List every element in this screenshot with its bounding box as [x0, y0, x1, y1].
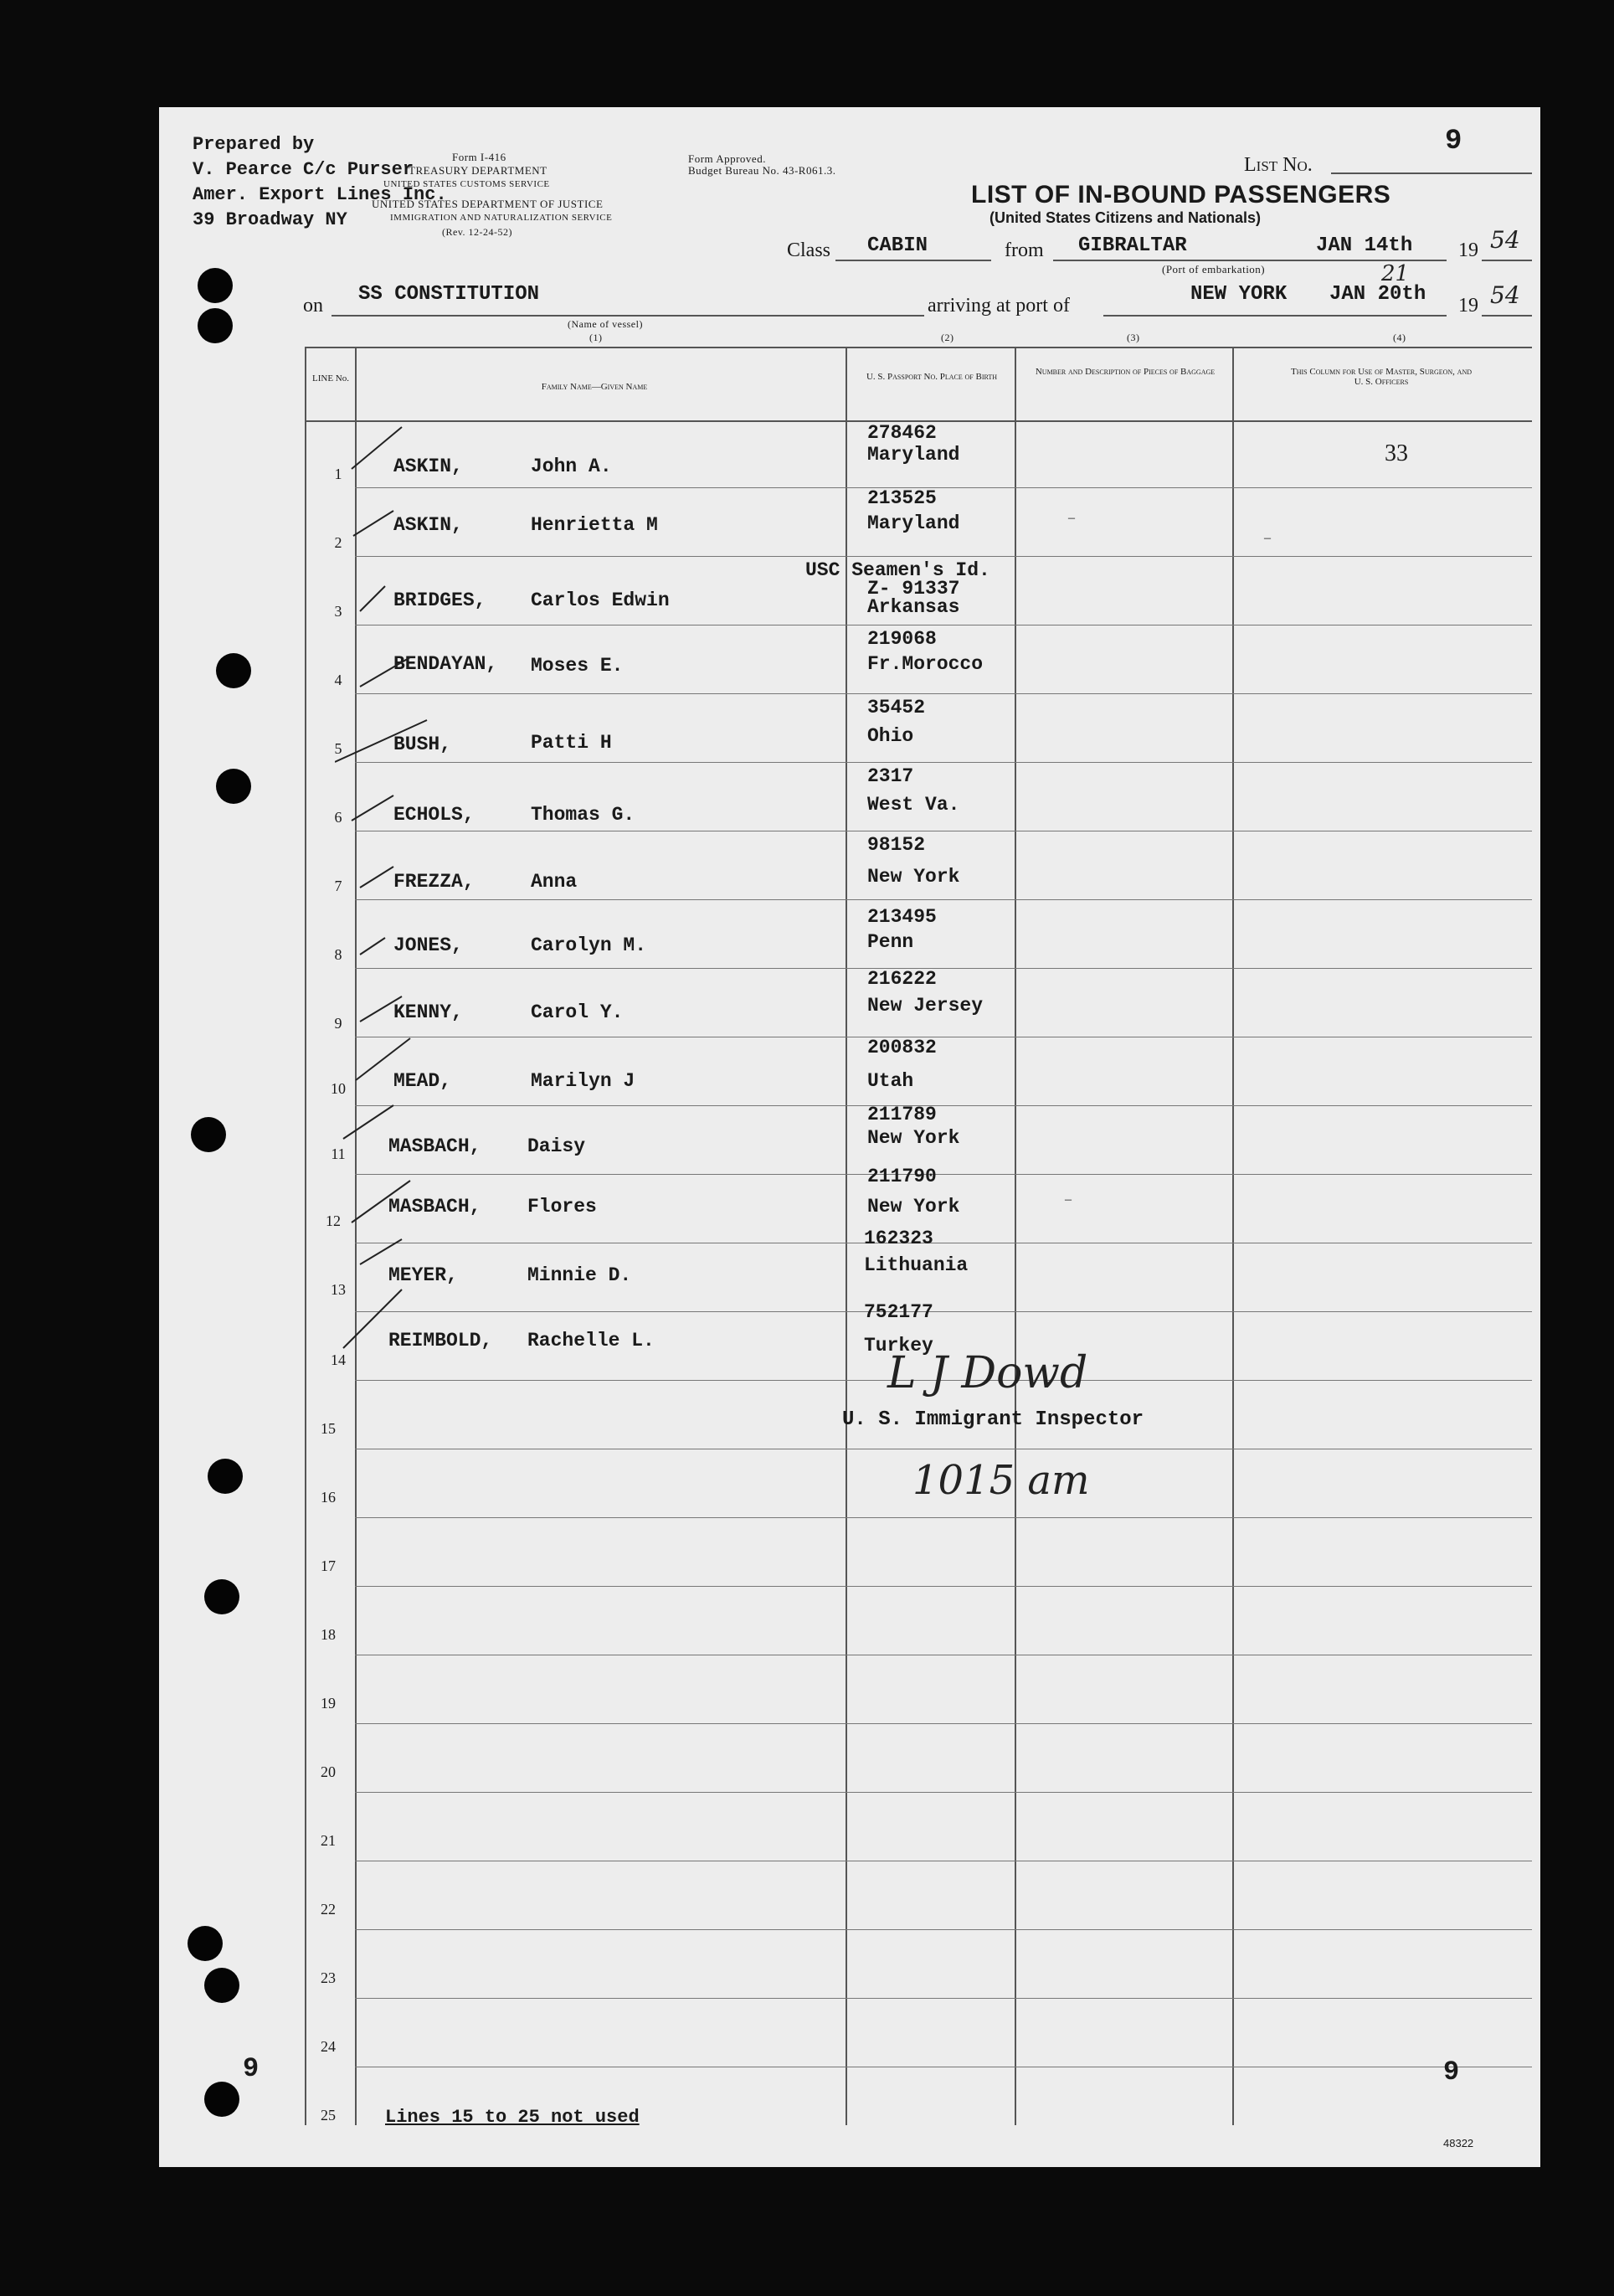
place-of-birth: New York	[867, 1127, 960, 1149]
passport-number-2: Z- 91337	[867, 578, 960, 600]
passport-number: 213525	[867, 487, 937, 509]
check-mark	[352, 795, 393, 821]
family-name: REIMBOLD,	[388, 1330, 493, 1351]
row-separator	[355, 1723, 1532, 1724]
port-embark-caption: (Port of embarkation)	[1162, 263, 1266, 275]
passport-number: 35452	[867, 697, 926, 718]
check-mark	[353, 511, 393, 536]
family-name: ECHOLS,	[393, 804, 475, 826]
line-number: 24	[321, 2038, 336, 2055]
given-name: Minnie D.	[527, 1264, 632, 1286]
place-of-birth: Arkansas	[867, 596, 960, 618]
place-of-birth: Maryland	[867, 444, 960, 466]
port-of-embarkation: GIBRALTAR	[1078, 234, 1187, 257]
class-value: CABIN	[867, 234, 928, 257]
line-number: 5	[334, 740, 342, 757]
line-number: 10	[331, 1080, 346, 1097]
given-name: John A.	[531, 456, 612, 477]
family-name: ASKIN,	[393, 456, 463, 477]
col1-number: (1)	[589, 332, 603, 343]
col-header-baggage: Number and Description of Pieces of Baggage	[1035, 367, 1216, 377]
row-separator	[355, 968, 1532, 969]
line-number: 16	[321, 1489, 336, 1506]
revision: (Rev. 12-24-52)	[442, 226, 513, 238]
row-separator	[355, 1998, 1532, 1999]
row-separator	[355, 487, 1532, 488]
punch-hole	[216, 769, 251, 804]
place-of-birth: Fr.Morocco	[867, 653, 984, 675]
form-number: Form I-416	[452, 151, 506, 163]
passport-number: 278462	[867, 422, 937, 444]
line-number: 22	[321, 1901, 336, 1918]
arrival-year: 54	[1490, 281, 1520, 309]
check-mark	[352, 1181, 410, 1223]
passport-number: 213495	[867, 906, 937, 928]
punch-hole	[204, 1968, 239, 2003]
passport-number: 219068	[867, 628, 937, 650]
row-separator	[355, 1311, 1532, 1312]
col-header-name: Family Name—Given Name	[541, 382, 648, 392]
line-number: 7	[334, 878, 342, 894]
vessel-name: SS CONSTITUTION	[358, 283, 540, 306]
col3-number: (3)	[1127, 332, 1140, 343]
given-name: Marilyn J	[531, 1070, 635, 1092]
justice-dept: UNITED STATES DEPARTMENT OF JUSTICE	[372, 198, 604, 210]
officer-count: 33	[1385, 440, 1408, 466]
col2-number: (2)	[941, 332, 954, 343]
page-mark-left: 9	[243, 2053, 260, 2084]
from-label: from	[1005, 239, 1044, 261]
prepared-by-address: 39 Broadway NY	[193, 209, 347, 230]
given-name: Thomas G.	[531, 804, 635, 826]
col-header-officers: This Column for Use of Master, Surgeon, and U. S. Officers	[1291, 367, 1472, 387]
row-separator	[355, 556, 1532, 557]
page-mark-right: 9	[1443, 2057, 1460, 2088]
family-name: BRIDGES,	[393, 589, 486, 611]
place-of-birth: Penn	[867, 931, 914, 953]
form-approved: Form Approved.	[688, 152, 766, 165]
punch-hole	[208, 1459, 243, 1494]
family-name: MEAD,	[393, 1070, 452, 1092]
embarkation-date: JAN 14th	[1316, 234, 1413, 257]
arrival-port: NEW YORK	[1190, 283, 1288, 306]
line-number: 2	[334, 534, 342, 551]
on-label: on	[303, 295, 323, 317]
prepared-by-name: V. Pearce C/c Purser	[193, 159, 414, 180]
family-name: BENDAYAN,	[393, 653, 498, 675]
embark-year: 54	[1490, 226, 1520, 254]
line-number: 11	[331, 1145, 346, 1162]
list-number: 9	[1445, 126, 1462, 157]
ins-service: IMMIGRATION AND NATURALIZATION SERVICE	[390, 213, 613, 223]
passport-number: 200832	[867, 1037, 937, 1058]
family-name: MASBACH,	[388, 1196, 481, 1217]
check-mark	[360, 1239, 402, 1264]
print-code: 48322	[1443, 2137, 1474, 2149]
vessel-caption: (Name of vessel)	[568, 318, 643, 330]
row-separator	[355, 899, 1532, 900]
line-number: 17	[321, 1557, 336, 1574]
line-number: 14	[331, 1351, 346, 1368]
family-name: JONES,	[393, 934, 463, 956]
place-of-birth: Utah	[867, 1070, 914, 1092]
arrival-date-correction: 21	[1381, 261, 1410, 286]
row-separator	[355, 1792, 1532, 1793]
family-name: BUSH,	[393, 734, 452, 755]
family-name: MASBACH,	[388, 1135, 481, 1157]
page-subtitle: (United States Citizens and Nationals)	[989, 209, 1262, 226]
punch-hole	[191, 1117, 226, 1152]
line-number: 21	[321, 1832, 336, 1849]
line-number: 25	[321, 2107, 336, 2124]
check-mark	[343, 1290, 402, 1348]
line-number: 12	[326, 1212, 341, 1229]
check-mark	[343, 1105, 393, 1139]
passport-number: 211789	[867, 1104, 937, 1125]
place-of-birth: West Va.	[867, 794, 960, 816]
punch-hole	[198, 308, 233, 343]
row-separator	[355, 1174, 1532, 1175]
footer-note: Lines 15 to 25 not used	[385, 2107, 640, 2128]
place-of-birth: Ohio	[867, 725, 914, 747]
list-no-label: List No.	[1244, 154, 1313, 176]
page-title: LIST OF IN-BOUND PASSENGERS	[971, 181, 1391, 208]
check-mark	[360, 996, 402, 1022]
given-name: Flores	[527, 1196, 597, 1217]
place-of-birth: Lithuania	[864, 1254, 969, 1276]
given-name: Patti H	[531, 732, 612, 754]
check-mark	[360, 657, 410, 687]
place-of-birth: Turkey	[864, 1335, 933, 1356]
row-separator	[355, 1586, 1532, 1587]
line-number: 6	[334, 809, 342, 826]
row-separator	[355, 1929, 1532, 1930]
family-name: ASKIN,	[393, 514, 463, 536]
row-separator	[355, 693, 1532, 694]
line-number: 4	[334, 672, 342, 688]
passport-number: USC Seamen's Id.	[805, 559, 990, 581]
line-number: 23	[321, 1969, 336, 1986]
given-name: Henrietta M	[531, 514, 658, 536]
budget-bureau: Budget Bureau No. 43-R061.3.	[688, 164, 836, 177]
passport-number: 211790	[867, 1166, 937, 1187]
given-name: Carolyn M.	[531, 934, 647, 956]
family-name: KENNY,	[393, 1001, 463, 1023]
place-of-birth: Maryland	[867, 512, 960, 534]
punch-hole	[188, 1926, 223, 1961]
line-number: 9	[334, 1015, 342, 1032]
punch-hole	[204, 1579, 239, 1614]
line-number: 19	[321, 1695, 336, 1712]
check-mark	[352, 427, 402, 469]
check-marks	[335, 419, 435, 1373]
check-mark	[360, 938, 385, 955]
place-of-birth: New Jersey	[867, 995, 984, 1017]
col-header-passport: U. S. Passport No. Place of Birth	[866, 372, 998, 382]
arriving-label: arriving at port of	[928, 295, 1070, 317]
passport-number: 216222	[867, 968, 937, 990]
class-label: Class	[787, 239, 831, 261]
given-name: Anna	[531, 871, 578, 893]
line-number: 18	[321, 1626, 336, 1643]
line-number: 1	[334, 466, 342, 482]
embark-year-prefix: 19	[1458, 239, 1478, 261]
punch-hole	[198, 268, 233, 303]
check-mark	[360, 586, 385, 611]
family-name: MEYER,	[388, 1264, 458, 1286]
prepared-by-company: Amer. Export Lines Inc.	[193, 184, 447, 205]
given-name: Carlos Edwin	[531, 589, 670, 611]
line-number: 15	[321, 1420, 336, 1437]
prepared-by-label: Prepared by	[193, 134, 315, 155]
row-separator	[355, 762, 1532, 763]
customs-service: UNITED STATES CUSTOMS SERVICE	[383, 179, 550, 189]
given-name: Rachelle L.	[527, 1330, 655, 1351]
given-name: Carol Y.	[531, 1001, 624, 1023]
check-mark	[356, 1038, 410, 1080]
line-number: 8	[334, 946, 342, 963]
time-note: 1015 am	[912, 1457, 1090, 1504]
passport-number: 2317	[867, 765, 914, 787]
passport-number: 752177	[864, 1301, 933, 1323]
col4-number: (4)	[1393, 332, 1406, 343]
line-number: 3	[334, 603, 342, 620]
passport-number: 162323	[864, 1228, 933, 1249]
line-number: 13	[331, 1281, 346, 1298]
inspector-label: U. S. Immigrant Inspector	[842, 1408, 1144, 1431]
col-header-line-no: LINE No.	[312, 373, 349, 384]
place-of-birth: New York	[867, 1196, 960, 1217]
given-name: Moses E.	[531, 655, 624, 677]
passport-number: 98152	[867, 834, 926, 856]
check-mark	[335, 720, 427, 762]
punch-hole	[204, 2082, 239, 2117]
row-separator	[355, 1105, 1532, 1106]
given-name: Daisy	[527, 1135, 586, 1157]
row-separator	[355, 1517, 1532, 1518]
arrival-date: JAN 20th	[1329, 283, 1426, 306]
place-of-birth: New York	[867, 866, 960, 888]
check-mark	[360, 867, 393, 888]
line-number: 20	[321, 1763, 336, 1780]
family-name: FREZZA,	[393, 871, 475, 893]
punch-hole	[216, 653, 251, 688]
arrival-year-prefix: 19	[1458, 295, 1478, 317]
inspector-signature: L J Dowd	[887, 1348, 1088, 1398]
treasury-dept: TREASURY DEPARTMENT	[409, 164, 547, 177]
